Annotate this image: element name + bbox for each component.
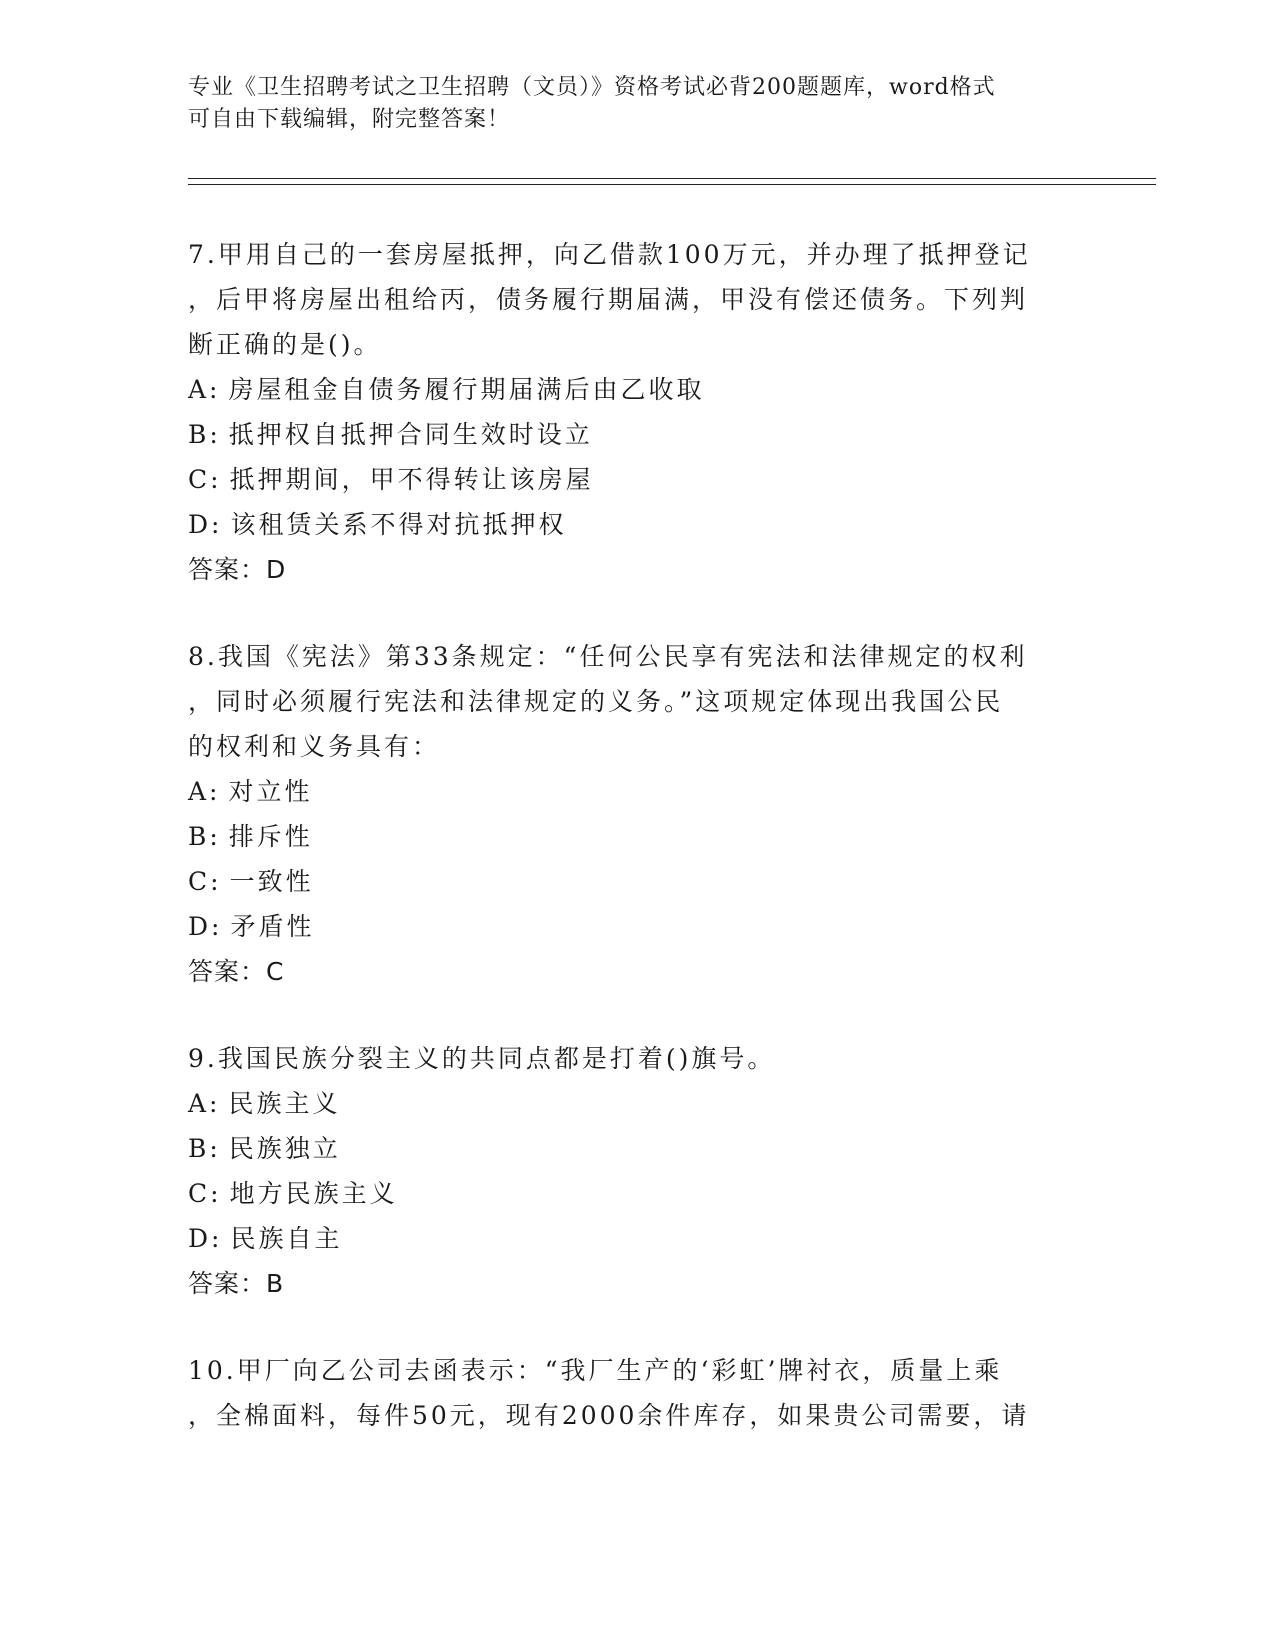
- option-letter: D:: [188, 912, 223, 941]
- question-line: 10.甲厂向乙公司去函表示：“我厂生产的‘彩虹’牌衬衣，质量上乘: [188, 1356, 1003, 1385]
- question-line: 8.我国《宪法》第33条规定：“任何公民享有宪法和法律规定的权利: [188, 642, 1028, 671]
- option-c: [188, 1171, 1088, 1216]
- header-divider-top: [188, 178, 1156, 179]
- question-line: 断正确的是()。: [188, 330, 382, 359]
- header-divider-bottom: [188, 184, 1156, 185]
- option-d: [188, 502, 1088, 547]
- question-line: ，全棉面料，每件50元，现有2000余件库存，如果贵公司需要，请: [188, 1401, 1030, 1430]
- question-9: [188, 1036, 1088, 1306]
- option-letter: C:: [188, 465, 222, 494]
- option-letter: C:: [188, 867, 222, 896]
- option-c: [188, 457, 1088, 502]
- option-b: [188, 1126, 1088, 1171]
- document-header: [188, 72, 1088, 136]
- option-a: [188, 769, 1088, 814]
- option-text: 抵押权自抵押合同生效时设立: [228, 420, 593, 449]
- option-text: 民族自主: [230, 1224, 343, 1253]
- option-letter: D:: [188, 1224, 223, 1253]
- option-letter: A:: [188, 1089, 221, 1118]
- option-text: 一致性: [229, 867, 314, 896]
- option-letter: D:: [188, 510, 223, 539]
- option-text: 房屋租金自债务履行期届满后由乙收取: [228, 375, 705, 404]
- option-text: 该租赁关系不得对抗抵押权: [230, 510, 567, 539]
- header-line-2: 可自由下载编辑，附完整答案！: [188, 107, 511, 132]
- question-8: [188, 634, 1088, 994]
- question-line: ，同时必须履行宪法和法律规定的义务。”这项规定体现出我国公民: [188, 687, 1004, 716]
- option-d: [188, 1216, 1088, 1261]
- answer-line: 答案：D: [188, 555, 287, 584]
- option-text: 地方民族主义: [229, 1179, 398, 1208]
- question-line: 的权利和义务具有：: [188, 732, 441, 761]
- option-text: 对立性: [228, 777, 313, 806]
- option-text: 民族主义: [228, 1089, 341, 1118]
- question-line: ，后甲将房屋出租给丙，债务履行期届满，甲没有偿还债务。下列判: [188, 285, 1029, 314]
- answer-line: 答案：C: [188, 957, 285, 986]
- option-text: 排斥性: [228, 822, 313, 851]
- option-letter: C:: [188, 1179, 222, 1208]
- option-a: [188, 367, 1088, 412]
- option-letter: B:: [188, 420, 221, 449]
- header-line-1: 专业《卫生招聘考试之卫生招聘（文员）》资格考试必背200题题库，word格式: [188, 75, 996, 100]
- option-text: 民族独立: [228, 1134, 341, 1163]
- option-a: [188, 1081, 1088, 1126]
- option-c: [188, 859, 1088, 904]
- option-letter: A:: [188, 375, 221, 404]
- option-d: [188, 904, 1088, 949]
- option-b: [188, 814, 1088, 859]
- option-text: 抵押期间，甲不得转让该房屋: [229, 465, 594, 494]
- option-letter: B:: [188, 822, 221, 851]
- question-line: 7.甲用自己的一套房屋抵押，向乙借款100万元，并办理了抵押登记: [188, 240, 1031, 269]
- option-letter: A:: [188, 777, 221, 806]
- question-10: [188, 1348, 1088, 1438]
- question-line: 9.我国民族分裂主义的共同点都是打着()旗号。: [188, 1044, 776, 1073]
- option-text: 矛盾性: [230, 912, 315, 941]
- answer-line: 答案：B: [188, 1269, 285, 1298]
- question-7: [188, 232, 1088, 592]
- question-list: [188, 232, 1088, 1480]
- option-b: [188, 412, 1088, 457]
- option-letter: B:: [188, 1134, 221, 1163]
